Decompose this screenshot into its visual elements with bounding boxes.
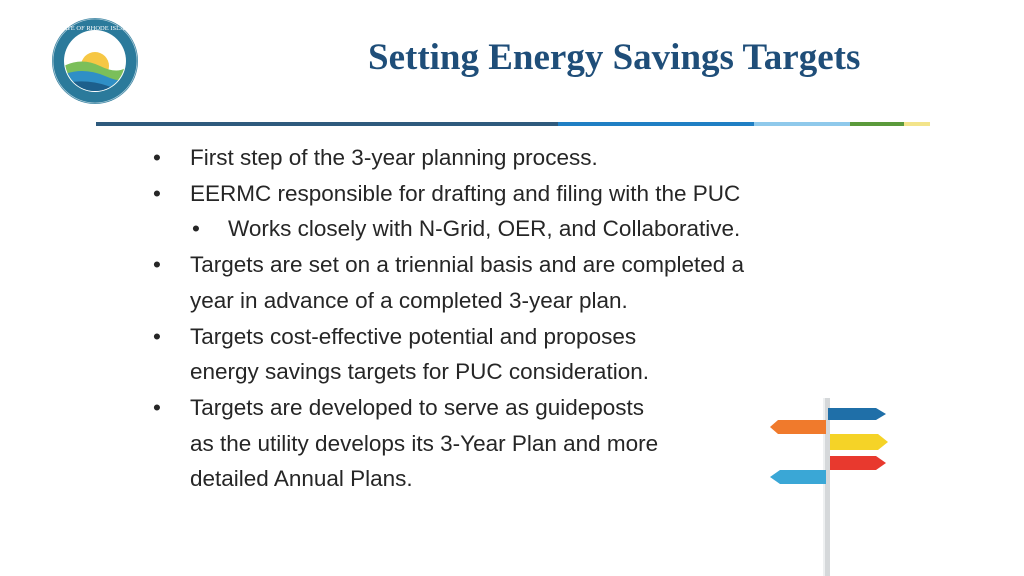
bullet-item	[150, 390, 870, 497]
bullet-text-line: Targets cost-effective potential and proposes	[190, 323, 637, 349]
divider-segment-light-blue	[754, 122, 850, 126]
bullet-text: Works closely with N-Grid, OER, and Collaborative.	[228, 216, 741, 242]
signpost-illustration	[764, 396, 894, 576]
signpost-arrow-right-lower	[830, 456, 886, 470]
bullet-text-line: year in advance of a completed 3-year plan.	[190, 287, 628, 313]
bullet-dot: •	[153, 180, 161, 206]
bullet-dot: •	[153, 145, 161, 170]
bullet-text-line: energy savings targets for PUC consideration.	[190, 359, 649, 385]
divider-segment-yellow	[904, 122, 930, 126]
page-title: Setting Energy Savings Targets	[368, 37, 861, 78]
divider-segment-blue	[558, 122, 754, 126]
rhode-island-seal-logo	[50, 16, 140, 106]
bullet-text-line: as the utility develops its 3-Year Plan and more	[190, 430, 659, 456]
signpost-arrow-left-lower	[770, 470, 826, 484]
bullet-text-line: Targets are developed to serve as guideposts	[190, 394, 645, 420]
divider-segment-navy	[96, 122, 558, 126]
bullet-text-line: Targets are set on a triennial basis and are completed a	[190, 252, 745, 278]
bullet-item	[150, 140, 870, 176]
signpost-arrow-right-top	[828, 408, 886, 420]
bullet-dot: •	[153, 252, 161, 278]
bullet-text: First step of the 3-year planning process.	[190, 145, 598, 170]
bullet-item	[150, 176, 870, 212]
bullet-dot: •	[192, 216, 200, 242]
bullet-dot: •	[153, 394, 161, 420]
divider-segment-green	[850, 122, 904, 126]
bullet-text-line: detailed Annual Plans.	[190, 466, 413, 492]
bullet-list	[150, 140, 870, 497]
bullet-item	[150, 319, 870, 390]
header-divider	[96, 122, 930, 126]
seal-ring-text: STATE OF RHODE ISLAND	[55, 25, 135, 32]
bullet-dot: •	[153, 323, 161, 349]
bullet-text: EERMC responsible for drafting and filing with the PUC	[190, 180, 741, 206]
signpost-arrow-left-upper	[770, 420, 826, 434]
bullet-item	[150, 247, 870, 318]
sub-bullet-item	[150, 211, 870, 247]
signpost-arrow-right-middle	[830, 434, 888, 450]
